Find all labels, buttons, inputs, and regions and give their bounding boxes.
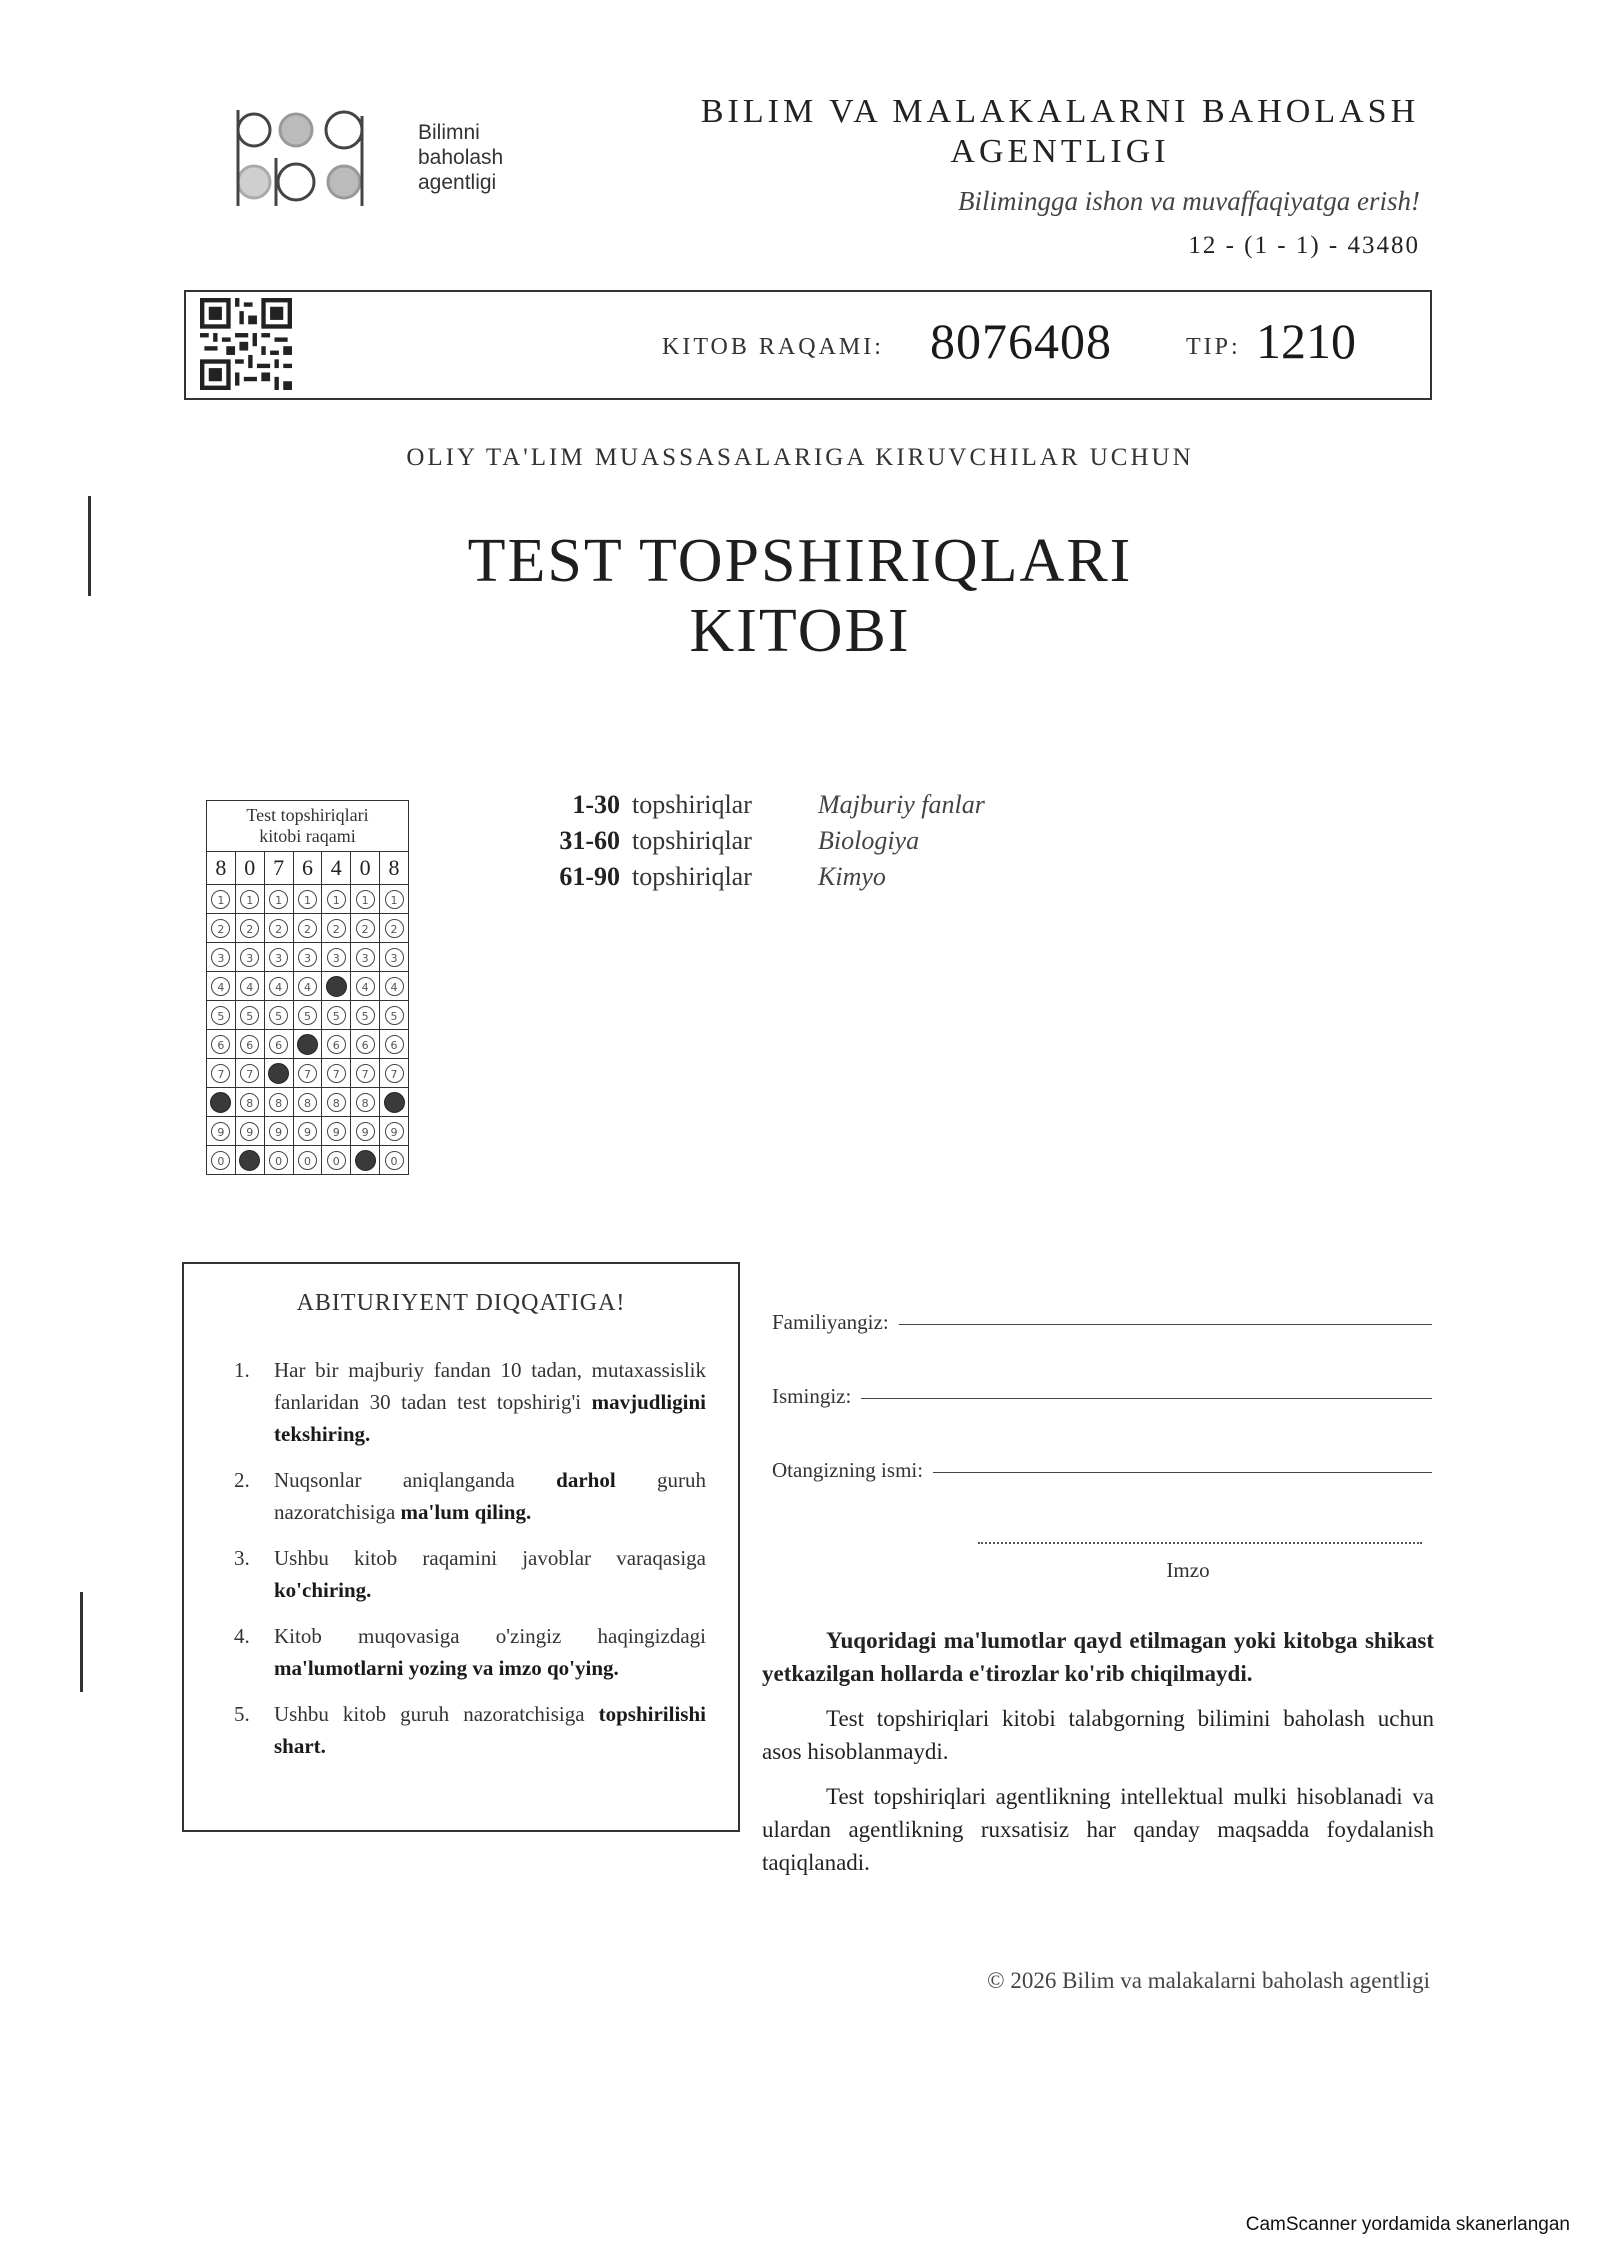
grid-bubble-cell <box>380 1030 409 1059</box>
signature-label: Imzo <box>1166 1558 1210 1582</box>
section-range: 31-60 <box>559 826 620 855</box>
empty-bubble[interactable]: 2 <box>298 919 317 938</box>
empty-bubble[interactable]: 6 <box>211 1035 230 1054</box>
grid-bubble-cell <box>207 1088 236 1117</box>
notice-item-bold: ko'chiring. <box>274 1578 372 1602</box>
empty-bubble[interactable]: 9 <box>269 1122 288 1141</box>
section-row <box>520 862 985 898</box>
notice-item-text: Kitob muqovasiga o'zingiz haqingizdagi <box>274 1624 706 1648</box>
section-row <box>520 826 985 862</box>
empty-bubble[interactable]: 1 <box>327 890 346 909</box>
section-word: topshiriqlar <box>632 826 752 855</box>
section-range: 1-30 <box>572 790 620 819</box>
qr-code-icon <box>200 298 292 390</box>
empty-bubble[interactable]: 6 <box>269 1035 288 1054</box>
section-subject: Kimyo <box>818 862 886 891</box>
grid-bubble-cell <box>380 914 409 943</box>
empty-bubble[interactable]: 9 <box>211 1122 230 1141</box>
empty-bubble[interactable]: 0 <box>211 1151 230 1170</box>
empty-bubble[interactable]: 5 <box>240 1006 259 1025</box>
notice-item <box>234 1698 706 1762</box>
empty-bubble[interactable]: 4 <box>298 977 317 996</box>
grid-bubble-cell <box>351 1088 380 1117</box>
notice-item-text: guruh nazoratchisiga <box>274 1468 706 1524</box>
copyright: © 2026 Bilim va malakalarni baholash agentligi <box>987 1968 1430 1993</box>
empty-bubble[interactable]: 4 <box>385 977 404 996</box>
notice-item-bold: topshirilishi shart. <box>274 1702 706 1758</box>
empty-bubble[interactable]: 0 <box>385 1151 404 1170</box>
section-row <box>520 790 985 826</box>
empty-bubble[interactable]: 5 <box>327 1006 346 1025</box>
empty-bubble[interactable]: 4 <box>269 977 288 996</box>
grid-digit-cell: 6 <box>293 852 322 885</box>
grid-bubble-row <box>207 1059 409 1088</box>
empty-bubble[interactable]: 3 <box>327 948 346 967</box>
filled-bubble[interactable]: 7 <box>268 1063 289 1084</box>
empty-bubble[interactable]: 5 <box>356 1006 375 1025</box>
info-paragraphs <box>762 1624 1434 1891</box>
grid-bubble-cell <box>351 1059 380 1088</box>
notice-item-text: Ushbu kitob raqamini javoblar varaqasiga <box>274 1546 706 1570</box>
audience-line: OLIY TA'LIM MUASSASALARIGA KIRUVCHILAR UCHUN <box>406 444 1194 471</box>
surname-field[interactable] <box>772 1310 1432 1335</box>
logo-text-line: agentligi <box>418 171 497 194</box>
grid-bubble-cell <box>322 972 351 1001</box>
grid-bubble-cell <box>351 885 380 914</box>
booklet-number: 8076408 <box>930 313 1112 369</box>
grid-bubble-cell <box>235 885 264 914</box>
grid-bubble-cell <box>380 943 409 972</box>
grid-bubble-cell <box>351 1146 380 1175</box>
surname-line[interactable] <box>899 1324 1432 1325</box>
grid-bubble-cell <box>322 1059 351 1088</box>
empty-bubble[interactable]: 1 <box>356 890 375 909</box>
grid-bubble-row <box>207 885 409 914</box>
empty-bubble[interactable]: 6 <box>240 1035 259 1054</box>
booklet-number-bar <box>184 290 1432 400</box>
grid-bubble-cell <box>293 1117 322 1146</box>
surname-label: Familiyangiz: <box>772 1310 889 1334</box>
empty-bubble[interactable]: 9 <box>327 1122 346 1141</box>
agency-name-line2: AGENTLIGI <box>950 133 1170 170</box>
empty-bubble[interactable]: 6 <box>385 1035 404 1054</box>
grid-bubble-cell <box>235 943 264 972</box>
grid-bubble-cell <box>380 885 409 914</box>
agency-logo-icon <box>236 106 401 210</box>
grid-bubble-cell <box>264 885 293 914</box>
empty-bubble[interactable]: 3 <box>269 948 288 967</box>
empty-bubble[interactable]: 3 <box>356 948 375 967</box>
notice-item-bold: darhol <box>556 1468 616 1492</box>
grid-bubble-cell <box>207 972 236 1001</box>
grid-bubble-row <box>207 1030 409 1059</box>
grid-bubble-cell <box>322 1030 351 1059</box>
grid-bubble-cell <box>207 1059 236 1088</box>
section-word: topshiriqlar <box>632 790 752 819</box>
empty-bubble[interactable]: 7 <box>298 1064 317 1083</box>
sections-list <box>520 790 985 898</box>
grid-bubble-cell <box>235 1146 264 1175</box>
info-paragraph: Test topshiriqlari agentlikning intellektual mulki hisoblanadi va ulardan agentlikning ruxsatisiz har qanday maqsadda foydalanish taqiqlanadi. <box>762 1784 1434 1875</box>
notice-item <box>234 1620 706 1684</box>
empty-bubble[interactable]: 2 <box>327 919 346 938</box>
grid-bubble-cell <box>293 1088 322 1117</box>
section-subject: Majburiy fanlar <box>818 790 985 819</box>
grid-bubble-row <box>207 914 409 943</box>
grid-bubble-cell <box>293 914 322 943</box>
filled-bubble[interactable]: 8 <box>384 1092 405 1113</box>
grid-bubble-cell <box>264 1059 293 1088</box>
grid-bubble-cell <box>380 1088 409 1117</box>
notice-item-number: 5. <box>234 1702 250 1726</box>
grid-bubble-cell <box>293 1146 322 1175</box>
grid-bubble-cell <box>322 1001 351 1030</box>
grid-bubble-cell <box>293 972 322 1001</box>
grid-bubble-cell <box>322 1088 351 1117</box>
empty-bubble[interactable]: 7 <box>327 1064 346 1083</box>
empty-bubble[interactable]: 0 <box>298 1151 317 1170</box>
father-name-field[interactable] <box>772 1458 1432 1483</box>
empty-bubble[interactable]: 8 <box>240 1093 259 1112</box>
empty-bubble[interactable]: 5 <box>269 1006 288 1025</box>
grid-bubble-cell <box>351 1117 380 1146</box>
empty-bubble[interactable]: 5 <box>385 1006 404 1025</box>
grid-bubble-cell <box>351 1030 380 1059</box>
filled-bubble[interactable]: 6 <box>297 1034 318 1055</box>
grid-bubble-cell <box>264 914 293 943</box>
booklet-type: 1210 <box>1256 313 1356 369</box>
empty-bubble[interactable]: 2 <box>269 919 288 938</box>
empty-bubble[interactable]: 7 <box>356 1064 375 1083</box>
page-title-line1: TEST TOPSHIRIQLARI <box>467 527 1133 595</box>
empty-bubble[interactable]: 2 <box>356 919 375 938</box>
grid-bubble-cell <box>380 972 409 1001</box>
grid-bubble-cell <box>207 1001 236 1030</box>
grid-bubble-cell <box>293 1030 322 1059</box>
empty-bubble[interactable]: 8 <box>356 1093 375 1112</box>
grid-bubble-row <box>207 1088 409 1117</box>
grid-bubble-cell <box>264 1001 293 1030</box>
notice-item <box>234 1354 706 1450</box>
grid-bubble-cell <box>293 1059 322 1088</box>
filled-bubble[interactable]: 0 <box>239 1150 260 1171</box>
grid-bubble-cell <box>235 1088 264 1117</box>
name-field[interactable] <box>772 1384 1432 1409</box>
grid-bubble-cell <box>380 1117 409 1146</box>
grid-header-line2: kitobi raqami <box>259 826 356 846</box>
empty-bubble[interactable]: 9 <box>240 1122 259 1141</box>
grid-bubble-cell <box>380 1059 409 1088</box>
notice-list <box>234 1354 706 1776</box>
empty-bubble[interactable]: 6 <box>356 1035 375 1054</box>
grid-digit-cell: 8 <box>207 852 236 885</box>
empty-bubble[interactable]: 2 <box>385 919 404 938</box>
grid-bubble-cell <box>293 943 322 972</box>
empty-bubble[interactable]: 8 <box>298 1093 317 1112</box>
grid-digit-cell: 4 <box>322 852 351 885</box>
notice-item-number: 3. <box>234 1546 250 1570</box>
grid-digit-cell: 0 <box>235 852 264 885</box>
page-title <box>0 526 1600 666</box>
grid-bubble-cell <box>207 1146 236 1175</box>
grid-bubble-cell <box>380 1146 409 1175</box>
grid-bubble-cell <box>380 1001 409 1030</box>
notice-item-bold: ma'lumotlarni yozing va imzo qo'ying. <box>274 1656 619 1680</box>
section-word: topshiriqlar <box>632 862 752 891</box>
empty-bubble[interactable]: 8 <box>269 1093 288 1112</box>
empty-bubble[interactable]: 3 <box>298 948 317 967</box>
notice-item-bold: ma'lum qiling. <box>400 1500 532 1524</box>
empty-bubble[interactable]: 1 <box>240 890 259 909</box>
empty-bubble[interactable]: 3 <box>385 948 404 967</box>
section-range: 61-90 <box>559 862 620 891</box>
scanner-watermark: CamScanner yordamida skanerlangan <box>1245 2214 1570 2235</box>
empty-bubble[interactable]: 1 <box>211 890 230 909</box>
notice-item-text: Har bir majburiy fandan 10 tadan, mutaxassislik fanlaridan 30 tadan test topshirig'i <box>274 1358 706 1414</box>
booklet-number-grid <box>206 800 409 1175</box>
name-line[interactable] <box>861 1398 1432 1399</box>
grid-bubble-cell <box>351 972 380 1001</box>
agency-name <box>680 92 1440 172</box>
grid-bubble-cell <box>322 885 351 914</box>
logo-text-line: Bilimni <box>418 121 480 144</box>
empty-bubble[interactable]: 4 <box>211 977 230 996</box>
grid-bubble-cell <box>351 1001 380 1030</box>
grid-bubble-cell <box>235 1030 264 1059</box>
logo-text <box>418 120 503 195</box>
grid-bubble-cell <box>207 885 236 914</box>
empty-bubble[interactable]: 0 <box>269 1151 288 1170</box>
grid-bubble-row <box>207 943 409 972</box>
empty-bubble[interactable]: 6 <box>327 1035 346 1054</box>
page-title-line2: KITOBI <box>689 597 911 665</box>
grid-bubble-cell <box>264 1117 293 1146</box>
empty-bubble[interactable]: 1 <box>385 890 404 909</box>
grid-bubble-row <box>207 1001 409 1030</box>
grid-bubble-row <box>207 1117 409 1146</box>
grid-bubble-cell <box>235 1059 264 1088</box>
grid-bubble-cell <box>207 943 236 972</box>
grid-bubble-row <box>207 972 409 1001</box>
grid-bubble-cell <box>293 1001 322 1030</box>
grid-bubble-cell <box>351 914 380 943</box>
notice-item-number: 2. <box>234 1468 250 1492</box>
grid-bubble-cell <box>207 1117 236 1146</box>
empty-bubble[interactable]: 7 <box>211 1064 230 1083</box>
scan-edge-mark <box>80 1592 83 1692</box>
logo-text-line: baholash <box>418 146 504 169</box>
grid-digit-cell: 8 <box>380 852 409 885</box>
grid-bubble-cell <box>235 972 264 1001</box>
grid-bubble-cell <box>322 914 351 943</box>
booklet-number-label: KITOB RAQAMI: <box>662 334 884 360</box>
filled-bubble[interactable]: 0 <box>355 1150 376 1171</box>
name-label: Ismingiz: <box>772 1384 852 1408</box>
father-name-label: Otangizning ismi: <box>772 1458 924 1482</box>
grid-bubble-cell <box>207 914 236 943</box>
grid-header-line1: Test topshiriqlari <box>246 805 369 825</box>
empty-bubble[interactable]: 1 <box>269 890 288 909</box>
notice-item-bold: mavjudligini tekshiring. <box>274 1390 706 1446</box>
grid-bubble-cell <box>235 1001 264 1030</box>
empty-bubble[interactable]: 7 <box>385 1064 404 1083</box>
notice-item <box>234 1542 706 1606</box>
grid-bubble-cell <box>293 885 322 914</box>
empty-bubble[interactable]: 4 <box>240 977 259 996</box>
filled-bubble[interactable]: 8 <box>210 1092 231 1113</box>
document-code: 12 - (1 - 1) - 43480 <box>1188 232 1420 259</box>
notice-box <box>182 1262 740 1832</box>
signature-line[interactable] <box>978 1542 1422 1544</box>
grid-bubble-row <box>207 1146 409 1175</box>
empty-bubble[interactable]: 3 <box>211 948 230 967</box>
grid-bubble-cell <box>264 972 293 1001</box>
info-paragraph: Test topshiriqlari kitobi talabgorning bilimini baholash uchun asos hisoblanmaydi. <box>762 1706 1434 1764</box>
notice-item-text: Nuqsonlar aniqlanganda <box>274 1468 557 1492</box>
grid-bubble-cell <box>322 943 351 972</box>
grid-bubble-cell <box>264 943 293 972</box>
empty-bubble[interactable]: 8 <box>327 1093 346 1112</box>
empty-bubble[interactable]: 1 <box>298 890 317 909</box>
grid-digit-cell: 7 <box>264 852 293 885</box>
grid-digit-cell: 0 <box>351 852 380 885</box>
grid-bubble-cell <box>235 1117 264 1146</box>
grid-bubble-cell <box>322 1146 351 1175</box>
empty-bubble[interactable]: 2 <box>211 919 230 938</box>
info-paragraph: Yuqoridagi ma'lumotlar qayd etilmagan yoki kitobga shikast yetkazilgan hollarda e'tirozlar ko'rib chiqilmaydi. <box>762 1628 1434 1686</box>
empty-bubble[interactable]: 7 <box>240 1064 259 1083</box>
booklet-type-label: TIP: <box>1186 334 1241 360</box>
empty-bubble[interactable]: 2 <box>240 919 259 938</box>
father-name-line[interactable] <box>933 1472 1432 1473</box>
notice-item-number: 1. <box>234 1358 250 1382</box>
empty-bubble[interactable]: 4 <box>356 977 375 996</box>
empty-bubble[interactable]: 9 <box>385 1122 404 1141</box>
scan-edge-mark <box>88 496 91 596</box>
filled-bubble[interactable]: 4 <box>326 976 347 997</box>
grid-bubble-cell <box>264 1030 293 1059</box>
grid-bubble-cell <box>264 1088 293 1117</box>
empty-bubble[interactable]: 0 <box>327 1151 346 1170</box>
empty-bubble[interactable]: 9 <box>356 1122 375 1141</box>
empty-bubble[interactable]: 5 <box>211 1006 230 1025</box>
empty-bubble[interactable]: 3 <box>240 948 259 967</box>
empty-bubble[interactable]: 9 <box>298 1122 317 1141</box>
notice-item <box>234 1464 706 1528</box>
empty-bubble[interactable]: 5 <box>298 1006 317 1025</box>
grid-bubble-cell <box>264 1146 293 1175</box>
section-subject: Biologiya <box>818 826 920 855</box>
grid-header <box>207 801 409 852</box>
grid-bubble-cell <box>351 943 380 972</box>
notice-title: ABITURIYENT DIQQATIGA! <box>296 1290 626 1316</box>
agency-name-line1: BILIM VA MALAKALARNI BAHOLASH <box>700 93 1420 130</box>
grid-bubble-cell <box>207 1030 236 1059</box>
agency-motto: Bilimingga ishon va muvaffaqiyatga erish! <box>958 186 1420 216</box>
notice-item-number: 4. <box>234 1624 250 1648</box>
grid-bubble-cell <box>322 1117 351 1146</box>
notice-item-text: Ushbu kitob guruh nazoratchisiga <box>274 1702 599 1726</box>
grid-bubble-cell <box>235 914 264 943</box>
